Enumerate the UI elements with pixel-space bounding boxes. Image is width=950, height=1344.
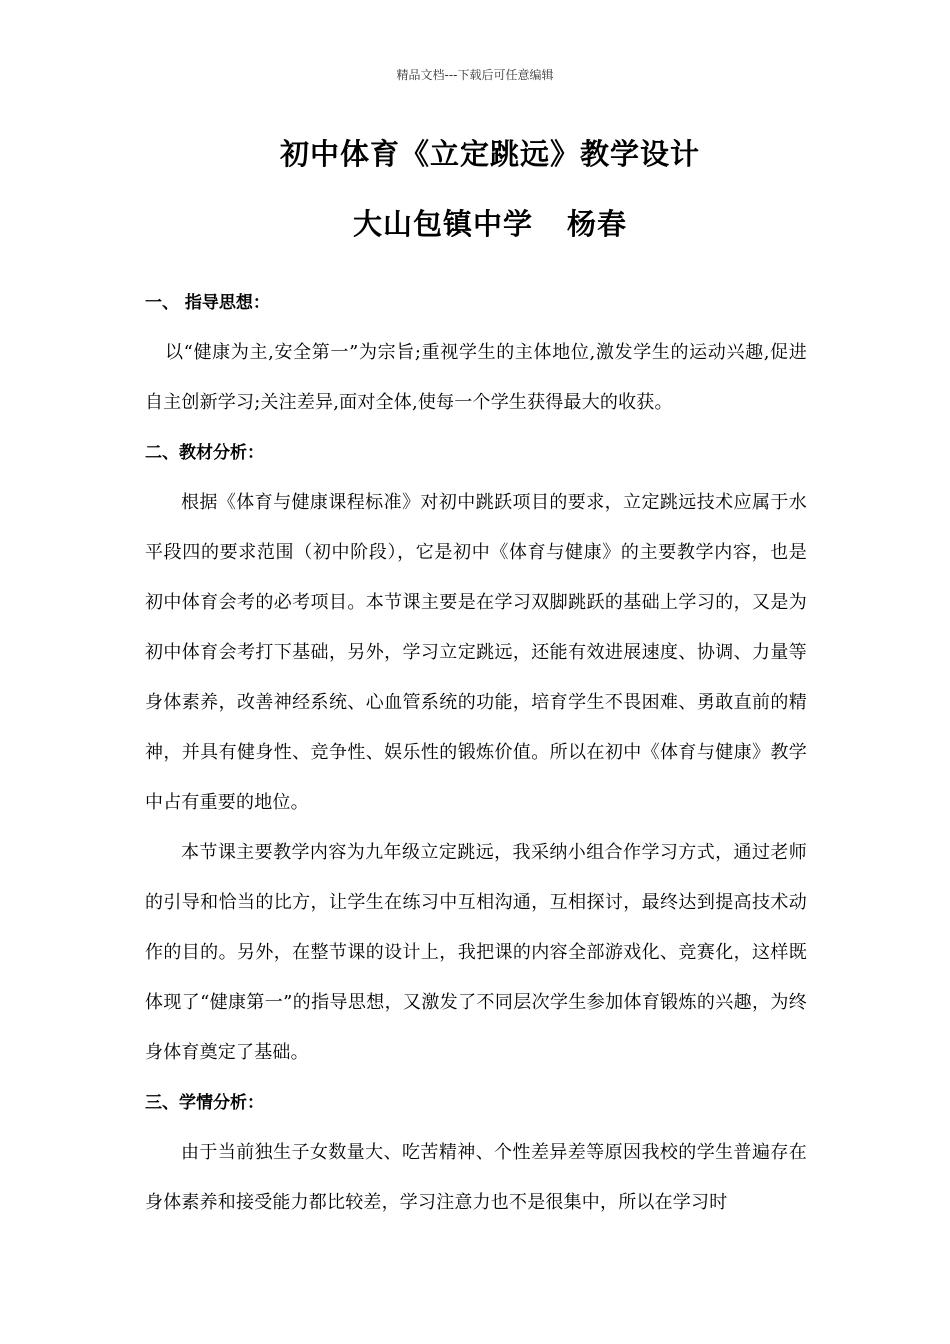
author-school: 大山包镇中学 (352, 207, 533, 241)
paragraph: 本节课主要教学内容为九年级立定跳远，我采纳小组合作学习方式，通过老师的引导和恰当的比方，让学生在练习中互相沟通，互相探讨，最终达到提高技术动作的目的。另外，在整节课的设计上，我把课的内容全部游戏化、竞赛化，这样既体现了“健康第一”的指导思想，又激发了不同层次学生参加体育锻炼的兴趣，为终身体育奠定了基础。 (145, 842, 807, 1063)
section-heading-material-analysis: 二、教材分析： (145, 443, 264, 463)
document-title: 初中体育《立定跳远》教学设计 (279, 137, 700, 171)
author-name: 杨春 (567, 207, 628, 241)
paragraph: 以“健康为主,安全第一”为宗旨;重视学生的主体地位,激发学生的运动兴趣,促进自主创新学习;关注差异,面对全体,使每一个学生获得最大的收获。 (145, 342, 807, 413)
paragraph: 根据《体育与健康课程标准》对初中跳跃项目的要求，立定跳远技术应属于水平段四的要求范围（初中阶段），它是初中《体育与健康》的主要教学内容，也是初中体育会考的必考项目。本节课主要是在学习双脚跳跃的基础上学习的，又是为初中体育会考打下基础，另外，学习立定跳远，还能有效进展速度、协调、力量等身体素养，改善神经系统、心血管系统的功能，培育学生不畏困难、勇敢直前的精神，并具有健身性、竞争性、娱乐性的锻炼价值。所以在初中《体育与健康》教学中占有重要的地位。 (145, 492, 807, 813)
header-note: 精品文档---下载后可任意编辑 (396, 68, 554, 82)
section-heading-guiding-idea: 一、 指导思想： (145, 293, 270, 313)
author-line (0, 202, 950, 243)
document-body (145, 278, 807, 1228)
section-heading-learner-analysis: 三、学情分析： (145, 1093, 264, 1113)
paragraph: 由于当前独生子女数量大、吃苦精神、个性差异差等原因我校的学生普遍存在身体素养和接受能力都比较差，学习注意力也不是很集中，所以在学习时 (145, 1142, 807, 1213)
